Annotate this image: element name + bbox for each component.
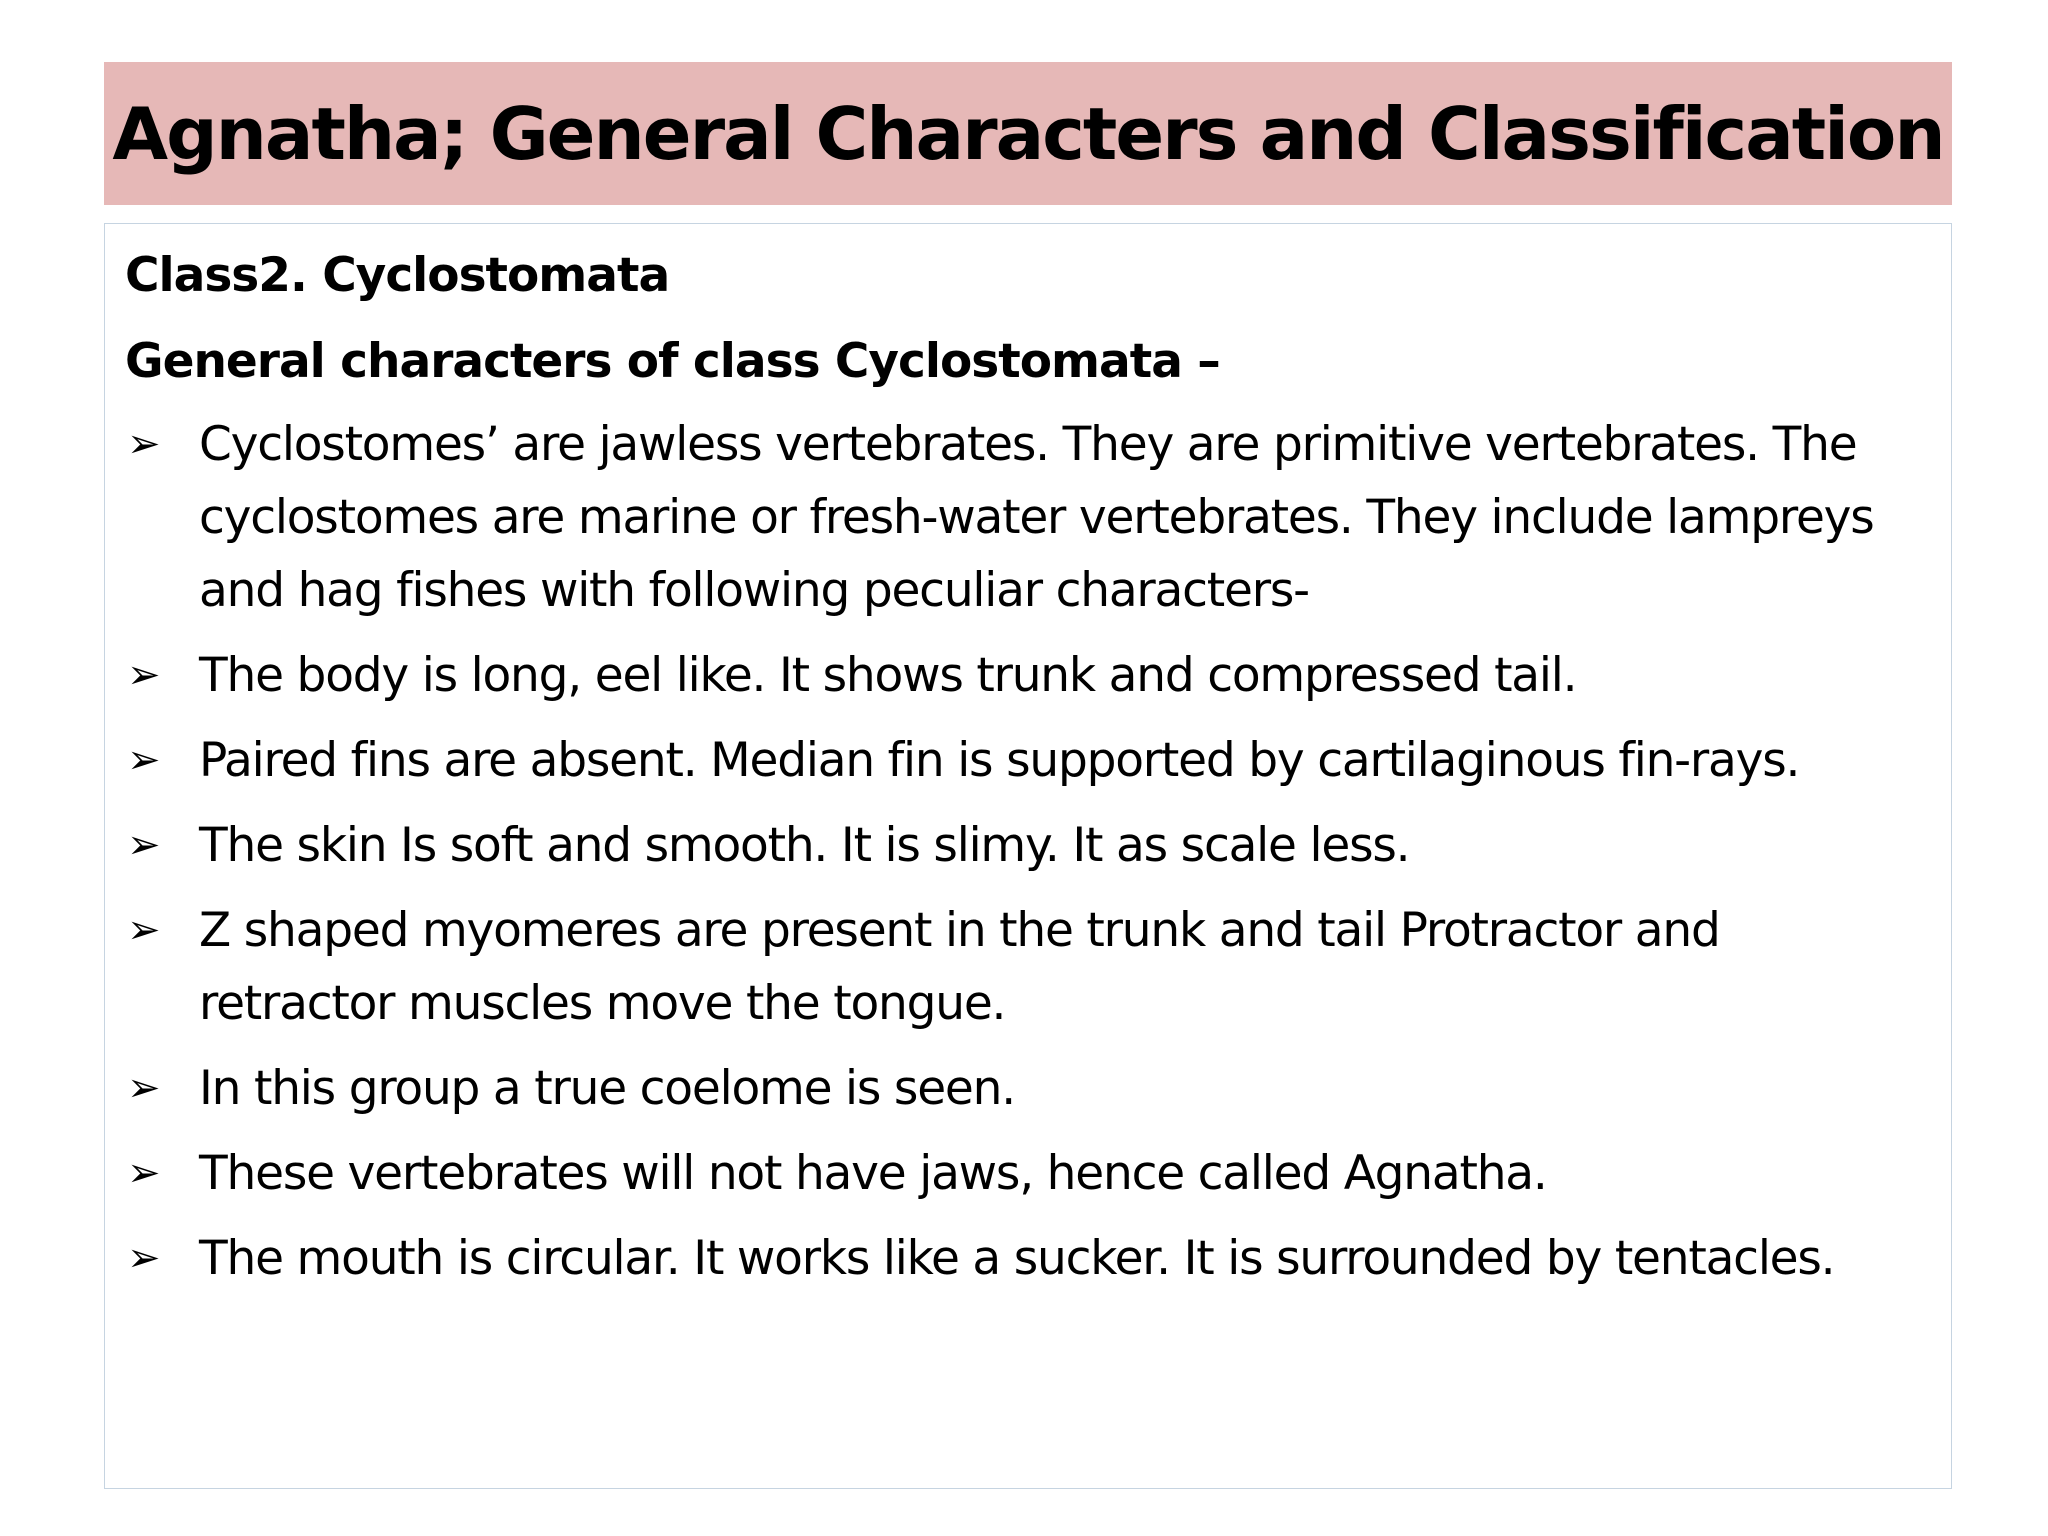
arrow-bullet-icon: ➢ [127, 421, 161, 467]
list-item-text: The body is long, eel like. It shows trunk and compressed tail. [199, 648, 1577, 703]
list-item [125, 639, 1931, 712]
list-item-text: The mouth is circular. It works like a sucker. It is surrounded by tentacles. [199, 1231, 1835, 1286]
list-item-text: The skin Is soft and smooth. It is slimy. It as scale less. [199, 818, 1410, 873]
characters-heading: General characters of class Cyclostomata – [125, 334, 1220, 389]
list-item [125, 724, 1931, 797]
arrow-bullet-icon: ➢ [127, 1150, 161, 1196]
arrow-bullet-icon: ➢ [127, 652, 161, 698]
list-item [125, 894, 1931, 1040]
list-item-text: Paired fins are absent. Median fin is supported by cartilaginous fin-rays. [199, 733, 1800, 788]
slide-title: Agnatha; General Characters and Classification [112, 91, 1944, 176]
list-item [125, 809, 1931, 882]
arrow-bullet-icon: ➢ [127, 1235, 161, 1281]
list-item-text: Cyclostomes’ are jawless vertebrates. They are primitive vertebrates. The cyclostomes are marine or fresh-water vertebrates. They include lampreys and hag fishes with following peculiar characters- [199, 417, 1874, 618]
list-item-text: These vertebrates will not have jaws, hence called Agnatha. [199, 1146, 1547, 1201]
list-item [125, 408, 1931, 627]
arrow-bullet-icon: ➢ [127, 822, 161, 868]
list-item-text: In this group a true coelome is seen. [199, 1061, 1015, 1116]
characters-list [125, 408, 1931, 1295]
arrow-bullet-icon: ➢ [127, 1065, 161, 1111]
content-box [104, 223, 1952, 1489]
list-item [125, 1052, 1931, 1125]
arrow-bullet-icon: ➢ [127, 737, 161, 783]
class-heading: Class2. Cyclostomata [125, 248, 670, 303]
arrow-bullet-icon: ➢ [127, 907, 161, 953]
list-item [125, 1137, 1931, 1210]
list-item-text: Z shaped myomeres are present in the trunk and tail Protractor and retractor muscles move the tongue. [199, 903, 1720, 1031]
title-banner [104, 62, 1952, 205]
list-item [125, 1222, 1931, 1295]
